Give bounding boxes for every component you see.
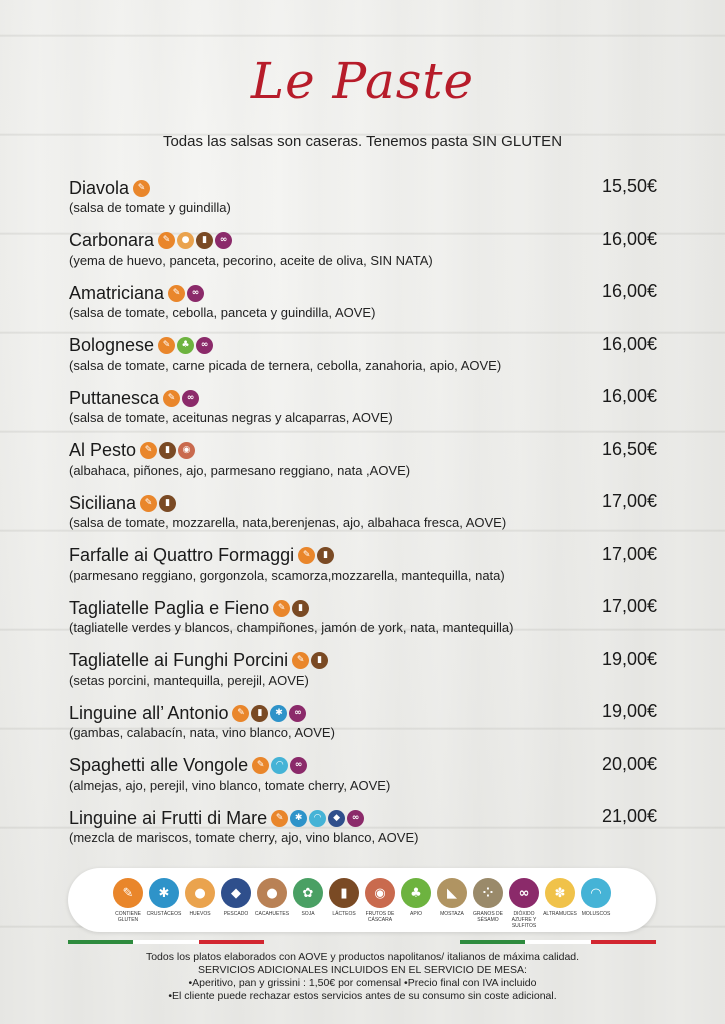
legend-item bbox=[362, 878, 398, 923]
dish-description: (salsa de tomate, cebolla, panceta y guindilla, AOVE) bbox=[69, 305, 376, 320]
dish-name: Al Pesto bbox=[69, 440, 137, 460]
allergen-icons bbox=[140, 495, 178, 512]
dish-name: Carbonara bbox=[69, 230, 155, 250]
menu-item bbox=[69, 596, 659, 635]
lacteos-allergen-icon: ▮ bbox=[159, 495, 176, 512]
sulfitos-allergen-icon: ∞ bbox=[182, 390, 199, 407]
gluten-allergen-icon: ✎ bbox=[252, 757, 269, 774]
legend-label: GRANOS DE SÉSAMO bbox=[472, 911, 503, 923]
dish-description: (parmesano reggiano, gorgonzola, scamorza,mozzarella, mantequilla, nata) bbox=[69, 567, 505, 583]
legend-label: FRUTOS DE CÁSCARA bbox=[365, 911, 395, 923]
apio-allergen-icon: ♣ bbox=[177, 337, 194, 354]
legend-label: MOLUSCOS bbox=[581, 911, 611, 917]
dish-price: 16,00€ bbox=[601, 386, 657, 406]
menu-item bbox=[69, 334, 659, 373]
footer-line: •Aperitivo, pan y grissini : 1,50€ por comensal •Precio final con IVA incluido bbox=[188, 977, 537, 989]
fish-icon: ◆ bbox=[221, 878, 251, 908]
dish-description: (salsa de tomate, mozzarella, nata,berenjenas, ajo, albahaca fresca, AOVE) bbox=[69, 515, 507, 530]
legend-item bbox=[434, 878, 470, 917]
page-title: Le Paste bbox=[250, 52, 475, 110]
italian-flag-left bbox=[68, 940, 264, 944]
gluten-allergen-icon: ✎ bbox=[140, 495, 157, 512]
dish-name: Spaghetti alle Vongole bbox=[69, 755, 249, 775]
dish-name: Tagliatelle ai Funghi Porcini bbox=[69, 650, 289, 670]
dish-name: Farfalle ai Quattro Formaggi bbox=[69, 545, 295, 565]
sulfitos-allergen-icon: ∞ bbox=[290, 757, 307, 774]
legend-item bbox=[290, 878, 326, 917]
dish-description: (albahaca, piñones, ajo, parmesano reggiano, nata ,AOVE) bbox=[69, 462, 411, 478]
huevos-allergen-icon: ● bbox=[177, 232, 194, 249]
legend-label: DIÓXIDO AZUFRE Y SULFITOS bbox=[511, 911, 537, 929]
gluten-allergen-icon: ✎ bbox=[271, 810, 288, 827]
menu-item bbox=[69, 754, 659, 793]
soy-icon: ✿ bbox=[293, 878, 323, 908]
molus-allergen-icon: ◠ bbox=[309, 810, 326, 827]
dish-name: Bolognese bbox=[69, 335, 155, 355]
menu-item bbox=[69, 229, 659, 268]
lacteos-allergen-icon: ▮ bbox=[251, 705, 268, 722]
dish-name: Linguine ai Frutti di Mare bbox=[69, 807, 268, 828]
legend-item bbox=[542, 878, 578, 917]
legend-item bbox=[578, 878, 614, 917]
gluten-allergen-icon: ✎ bbox=[133, 180, 150, 197]
allergen-icons bbox=[252, 757, 309, 774]
legend-item bbox=[506, 878, 542, 929]
footer-line: •El cliente puede rechazar estos servicios antes de su consumo sin coste adicional. bbox=[168, 990, 557, 1002]
dish-price: 15,50€ bbox=[601, 176, 657, 196]
allergen-icons bbox=[140, 442, 197, 459]
crust-allergen-icon: ✱ bbox=[270, 705, 287, 722]
dish-price: 16,00€ bbox=[601, 228, 657, 249]
menu-item bbox=[69, 281, 659, 320]
wheat-icon: ✎ bbox=[113, 878, 143, 908]
gluten-allergen-icon: ✎ bbox=[273, 600, 290, 617]
menu-item bbox=[69, 439, 659, 478]
lacteos-allergen-icon: ▮ bbox=[292, 600, 309, 617]
dish-name: Amatriciana bbox=[69, 282, 165, 303]
dish-description: (salsa de tomate, aceitunas negras y alcaparras, AOVE) bbox=[69, 410, 393, 425]
dish-price: 19,00€ bbox=[601, 648, 657, 669]
dish-price: 17,00€ bbox=[601, 491, 657, 511]
allergen-icons bbox=[298, 547, 336, 564]
dish-price: 16,50€ bbox=[601, 438, 657, 459]
legend-label: MOSTAZA bbox=[440, 911, 464, 917]
legend-label: ALTRAMUCES bbox=[543, 911, 577, 917]
dish-price: 20,00€ bbox=[601, 753, 657, 774]
dish-price: 19,00€ bbox=[601, 701, 657, 721]
lacteos-allergen-icon: ▮ bbox=[159, 442, 176, 459]
sulfitos-allergen-icon: ∞ bbox=[347, 810, 364, 827]
pescado-allergen-icon: ◆ bbox=[328, 810, 345, 827]
legend-label: SOJA bbox=[301, 911, 315, 917]
subtitle: Todas las salsas son caseras. Tenemos pasta SIN GLUTEN bbox=[162, 133, 563, 150]
lacteos-allergen-icon: ▮ bbox=[317, 547, 334, 564]
sulfitos-allergen-icon: ∞ bbox=[215, 232, 232, 249]
dish-name: Linguine all’ Antonio bbox=[69, 702, 229, 723]
celery-icon: ♣ bbox=[401, 878, 431, 908]
allergen-icons bbox=[292, 652, 330, 669]
lacteos-allergen-icon: ▮ bbox=[196, 232, 213, 249]
menu-item bbox=[69, 386, 659, 425]
legend-item bbox=[110, 878, 146, 923]
shell-icon: ◠ bbox=[581, 878, 611, 908]
peanut-icon: ● bbox=[257, 878, 287, 908]
frutos-allergen-icon: ◉ bbox=[178, 442, 195, 459]
lupin-icon: ✽ bbox=[545, 878, 575, 908]
dish-description: (yema de huevo, panceta, pecorino, aceite de oliva, SIN NATA) bbox=[69, 252, 433, 268]
gluten-allergen-icon: ✎ bbox=[163, 390, 180, 407]
sulphite-icon: ∞ bbox=[509, 878, 539, 908]
legend-item bbox=[398, 878, 434, 917]
gluten-allergen-icon: ✎ bbox=[298, 547, 315, 564]
lacteos-allergen-icon: ▮ bbox=[311, 652, 328, 669]
dish-name: Siciliana bbox=[69, 492, 137, 513]
crust-allergen-icon: ✱ bbox=[290, 810, 307, 827]
gluten-allergen-icon: ✎ bbox=[140, 442, 157, 459]
legend-item bbox=[254, 878, 290, 917]
legend-label: CONTIENE GLUTEN bbox=[115, 911, 141, 923]
footer-line: Todos los platos elaborados con AOVE y productos napolitanos/ italianos de máxima calidad. bbox=[145, 951, 580, 963]
dish-description: (salsa de tomate y guindilla) bbox=[69, 200, 231, 215]
gluten-allergen-icon: ✎ bbox=[292, 652, 309, 669]
allergen-legend bbox=[68, 868, 656, 932]
dish-price: 16,00€ bbox=[601, 281, 657, 301]
dish-price: 21,00€ bbox=[601, 806, 657, 826]
gluten-allergen-icon: ✎ bbox=[158, 232, 175, 249]
legend-label: HUEVOS bbox=[189, 911, 211, 917]
allergen-icons bbox=[158, 232, 234, 249]
allergen-icons bbox=[133, 180, 152, 197]
allergen-icons bbox=[273, 600, 311, 617]
legend-label: APIO bbox=[410, 911, 422, 917]
menu-item bbox=[69, 544, 659, 583]
crab-icon: ✱ bbox=[149, 878, 179, 908]
dish-price: 17,00€ bbox=[601, 596, 657, 616]
legend-label: CRUSTÁCEOS bbox=[146, 911, 182, 917]
milk-jug-icon: ▮ bbox=[329, 878, 359, 908]
legend-item bbox=[326, 878, 362, 917]
footer-notes bbox=[0, 951, 725, 1003]
mustard-icon: ◣ bbox=[437, 878, 467, 908]
dish-description: (gambas, calabacín, nata, vino blanco, AOVE) bbox=[69, 725, 335, 740]
sulfitos-allergen-icon: ∞ bbox=[289, 705, 306, 722]
legend-label: CACAHUETES bbox=[254, 911, 290, 917]
menu-item bbox=[69, 491, 659, 530]
menu-item bbox=[69, 701, 659, 740]
eggs-icon: ● bbox=[185, 878, 215, 908]
allergen-icons bbox=[158, 337, 215, 354]
dish-description: (salsa de tomate, carne picada de ternera, cebolla, zanahoria, apio, AOVE) bbox=[69, 357, 502, 373]
nut-icon: ◉ bbox=[365, 878, 395, 908]
allergen-icons bbox=[168, 285, 206, 302]
legend-item bbox=[182, 878, 218, 917]
allergen-icons bbox=[163, 390, 201, 407]
italian-flag-right bbox=[460, 940, 656, 944]
sulfitos-allergen-icon: ∞ bbox=[196, 337, 213, 354]
dish-description: (mezcla de mariscos, tomate cherry, ajo, vino blanco, AOVE) bbox=[69, 830, 419, 845]
dish-name: Diavola bbox=[69, 177, 130, 198]
sesame-icon: ⁘ bbox=[473, 878, 503, 908]
dish-description: (tagliatelle verdes y blancos, champiñones, jamón de york, nata, mantequilla) bbox=[69, 620, 514, 635]
dish-description: (almejas, ajo, perejil, vino blanco, tomate cherry, AOVE) bbox=[69, 777, 391, 793]
footer-line: SERVICIOS ADICIONALES INCLUIDOS EN EL SERVICIO DE MESA: bbox=[198, 964, 527, 976]
dish-price: 16,00€ bbox=[601, 333, 657, 354]
allergen-icons bbox=[232, 705, 308, 722]
legend-label: PESCADO bbox=[223, 911, 249, 917]
dish-name: Tagliatelle Paglia e Fieno bbox=[69, 597, 270, 618]
sulfitos-allergen-icon: ∞ bbox=[187, 285, 204, 302]
legend-label: LÁCTEOS bbox=[332, 911, 356, 917]
dish-price: 17,00€ bbox=[601, 543, 657, 564]
gluten-allergen-icon: ✎ bbox=[232, 705, 249, 722]
menu-item bbox=[69, 649, 659, 688]
legend-item bbox=[470, 878, 506, 923]
dish-description: (setas porcini, mantequilla, perejil, AOVE) bbox=[69, 672, 309, 688]
legend-item bbox=[146, 878, 182, 917]
gluten-allergen-icon: ✎ bbox=[168, 285, 185, 302]
menu-item bbox=[69, 806, 659, 845]
gluten-allergen-icon: ✎ bbox=[158, 337, 175, 354]
molus-allergen-icon: ◠ bbox=[271, 757, 288, 774]
allergen-icons bbox=[271, 810, 366, 827]
legend-item bbox=[218, 878, 254, 917]
menu-item bbox=[69, 176, 659, 215]
dish-name: Puttanesca bbox=[69, 387, 160, 408]
